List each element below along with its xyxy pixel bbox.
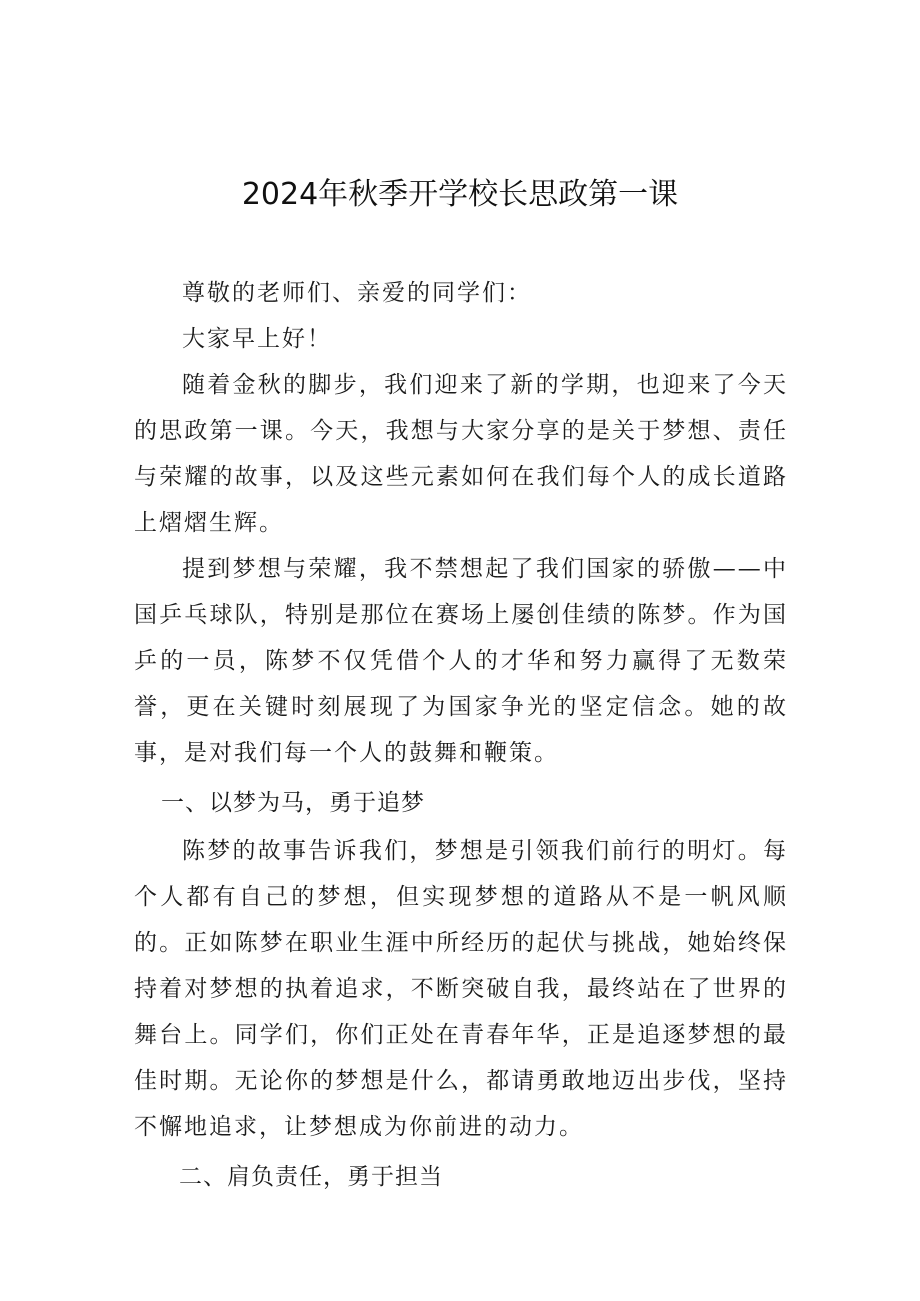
paragraph-chenmeng: 提到梦想与荣耀，我不禁想起了我们国家的骄傲——中国乒乓球队，特别是那位在赛场上屡创佳绩的陈梦。作为国乒的一员，陈梦不仅凭借个人的才华和努力赢得了无数荣誉，更在关键时刻展现了为国家争光的坚定信念。她的故事，是对我们每一个人的鼓舞和鞭策。	[134, 556, 788, 766]
section-heading-1: 一、以梦为马，勇于追梦	[161, 790, 425, 816]
document-body	[134, 270, 788, 1202]
section-paragraph-1: 陈梦的故事告诉我们，梦想是引领我们前行的明灯。每个人都有自己的梦想，但实现梦想的道路从不是一帆风顺的。正如陈梦在职业生涯中所经历的起伏与挑战，她始终保持着对梦想的执着追求，不断突破自我，最终站在了世界的舞台上。同学们，你们正处在青春年华，正是追逐梦想的最佳时期。无论你的梦想是什么，都请勇敢地迈出步伐，坚持不懈地追求，让梦想成为你前进的动力。	[134, 838, 788, 1140]
page-title: 2024年秋季开学校长思政第一课	[241, 177, 679, 212]
greeting: 大家早上好！	[182, 326, 332, 352]
section-heading-2: 二、肩负责任，勇于担当	[179, 1164, 443, 1190]
salutation: 尊敬的老师们、亲爱的同学们：	[182, 280, 532, 306]
paragraph-intro: 随着金秋的脚步，我们迎来了新的学期，也迎来了今天的思政第一课。今天，我想与大家分享的是关于梦想、责任与荣耀的故事，以及这些元素如何在我们每个人的成长道路上熠熠生辉。	[134, 372, 788, 536]
